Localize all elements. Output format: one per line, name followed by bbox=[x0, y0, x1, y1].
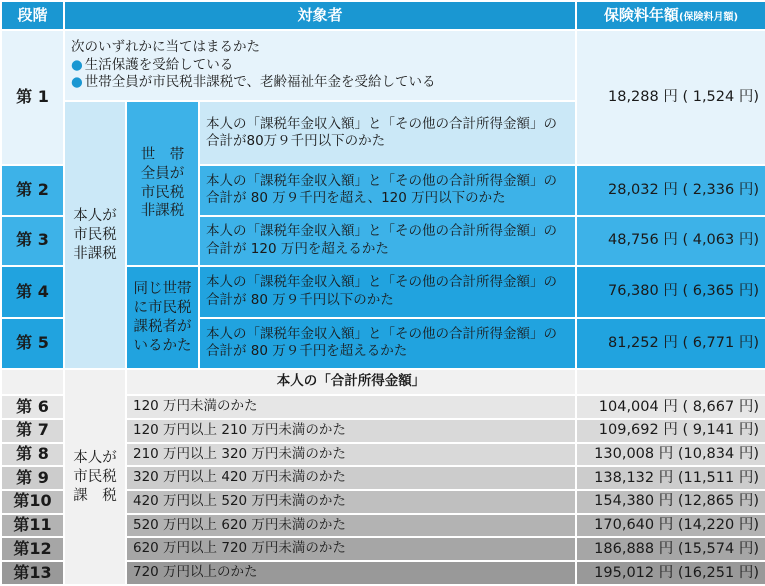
stage-1-intro: 次のいずれかに当てはまるかた bbox=[71, 39, 260, 56]
amount-cell: 109,692 円 ( 9,141 円) bbox=[576, 419, 765, 443]
stage-label: 第 4 bbox=[1, 266, 64, 318]
group-household-taxed bbox=[126, 266, 199, 369]
stage-empty-cell bbox=[1, 369, 64, 395]
condition-cell: 本人の「課税年金収入額」と「その他の合計所得金額」の合計が80万９千円以下のかた bbox=[199, 101, 576, 165]
amount-cell: 76,380 円 ( 6,365 円) bbox=[576, 266, 765, 318]
table-row bbox=[1, 369, 765, 395]
stage-1-bullet-pension: ● 世帯全員が市民税非課税で、老齢福祉年金を受給している bbox=[71, 74, 569, 92]
income-header: 本人の「合計所得金額」 bbox=[126, 369, 576, 395]
stage-label: 第 6 bbox=[1, 395, 64, 419]
condition-cell: 520 万円以上 620 万円未満のかた bbox=[126, 514, 576, 538]
amount-empty-cell bbox=[576, 369, 765, 395]
amount-cell: 195,012 円 (16,251 円) bbox=[576, 561, 765, 585]
condition-cell: 120 万円以上 210 万円未満のかた bbox=[126, 419, 576, 443]
amount-cell: 81,252 円 ( 6,771 円) bbox=[576, 318, 765, 370]
amount-cell: 138,132 円 (11,511 円) bbox=[576, 466, 765, 490]
household-nontaxed-line: 全員が bbox=[140, 165, 185, 182]
condition-cell: 320 万円以上 420 万円未満のかた bbox=[126, 466, 576, 490]
group-taxed-line: 本人が bbox=[73, 449, 117, 466]
household-taxed-line: いるかた bbox=[133, 337, 192, 354]
group-taxed-line: 課 税 bbox=[73, 487, 117, 504]
household-nontaxed-line: 世 帯 bbox=[140, 146, 185, 163]
amount-cell: 28,032 円 ( 2,336 円) bbox=[576, 165, 765, 216]
amount-cell: 154,380 円 (12,865 円) bbox=[576, 490, 765, 514]
group-self-taxed bbox=[64, 369, 126, 585]
condition-cell: 本人の「課税年金収入額」と「その他の合計所得金額」の合計が 80 万９千円以下のかた bbox=[199, 266, 576, 318]
stage-label: 第 8 bbox=[1, 443, 64, 467]
condition-cell: 620 万円以上 720 万円未満のかた bbox=[126, 537, 576, 561]
stage-1-amount: 18,288 円 ( 1,524 円) bbox=[576, 30, 765, 165]
household-taxed-line: 同じ世帯 bbox=[133, 281, 192, 298]
stage-label: 第 5 bbox=[1, 318, 64, 370]
table-header-row bbox=[1, 1, 765, 30]
group-nontaxed-line: 非課税 bbox=[73, 245, 117, 262]
stage-label: 第 3 bbox=[1, 216, 64, 267]
condition-cell: 120 万円未満のかた bbox=[126, 395, 576, 419]
condition-cell: 420 万円以上 520 万円未満のかた bbox=[126, 490, 576, 514]
condition-cell: 720 万円以上のかた bbox=[126, 561, 576, 585]
group-nontaxed-line: 本人が bbox=[73, 207, 117, 224]
condition-cell: 本人の「課税年金収入額」と「その他の合計所得金額」の合計が 80 万９千円を超え、120 万円以下のかた bbox=[199, 165, 576, 216]
amount-cell: 170,640 円 (14,220 円) bbox=[576, 514, 765, 538]
stage-label: 第 9 bbox=[1, 466, 64, 490]
amount-cell: 186,888 円 (15,574 円) bbox=[576, 537, 765, 561]
household-nontaxed-line: 非課税 bbox=[140, 203, 185, 220]
amount-cell: 130,008 円 (10,834 円) bbox=[576, 443, 765, 467]
stage-1-label: 第 1 bbox=[1, 30, 64, 165]
header-target: 対象者 bbox=[64, 1, 576, 30]
group-self-nontaxed bbox=[64, 101, 126, 369]
header-premium bbox=[576, 1, 765, 30]
stage-1-bullet-welfare: ● 生活保護を受給している bbox=[71, 57, 569, 75]
household-taxed-line: 課税者が bbox=[133, 318, 192, 335]
stage-label: 第13 bbox=[1, 561, 64, 585]
condition-cell: 210 万円以上 320 万円未満のかた bbox=[126, 443, 576, 467]
condition-cell: 本人の「課税年金収入額」と「その他の合計所得金額」の合計が 120 万円を超えるかた bbox=[199, 216, 576, 267]
stage-label: 第10 bbox=[1, 490, 64, 514]
household-taxed-line: に市民税 bbox=[133, 299, 192, 316]
header-stage: 段階 bbox=[1, 1, 64, 30]
header-premium-monthly: (保険料月額) bbox=[678, 11, 739, 23]
condition-cell: 本人の「課税年金収入額」と「その他の合計所得金額」の合計が 80 万９千円を超えるかた bbox=[199, 318, 576, 370]
household-nontaxed-line: 市民税 bbox=[140, 184, 185, 201]
header-premium-annual: 保険料年額 bbox=[603, 5, 679, 24]
stage-label: 第 7 bbox=[1, 419, 64, 443]
table-row bbox=[1, 30, 765, 101]
stage-label: 第12 bbox=[1, 537, 64, 561]
group-taxed-line: 市民税 bbox=[73, 468, 117, 485]
stage-1-criteria bbox=[64, 30, 576, 101]
group-nontaxed-line: 市民税 bbox=[73, 226, 117, 243]
amount-cell: 48,756 円 ( 4,063 円) bbox=[576, 216, 765, 267]
stage-label: 第 2 bbox=[1, 165, 64, 216]
amount-cell: 104,004 円 ( 8,667 円) bbox=[576, 395, 765, 419]
group-household-nontaxed bbox=[126, 101, 199, 266]
stage-label: 第11 bbox=[1, 514, 64, 538]
